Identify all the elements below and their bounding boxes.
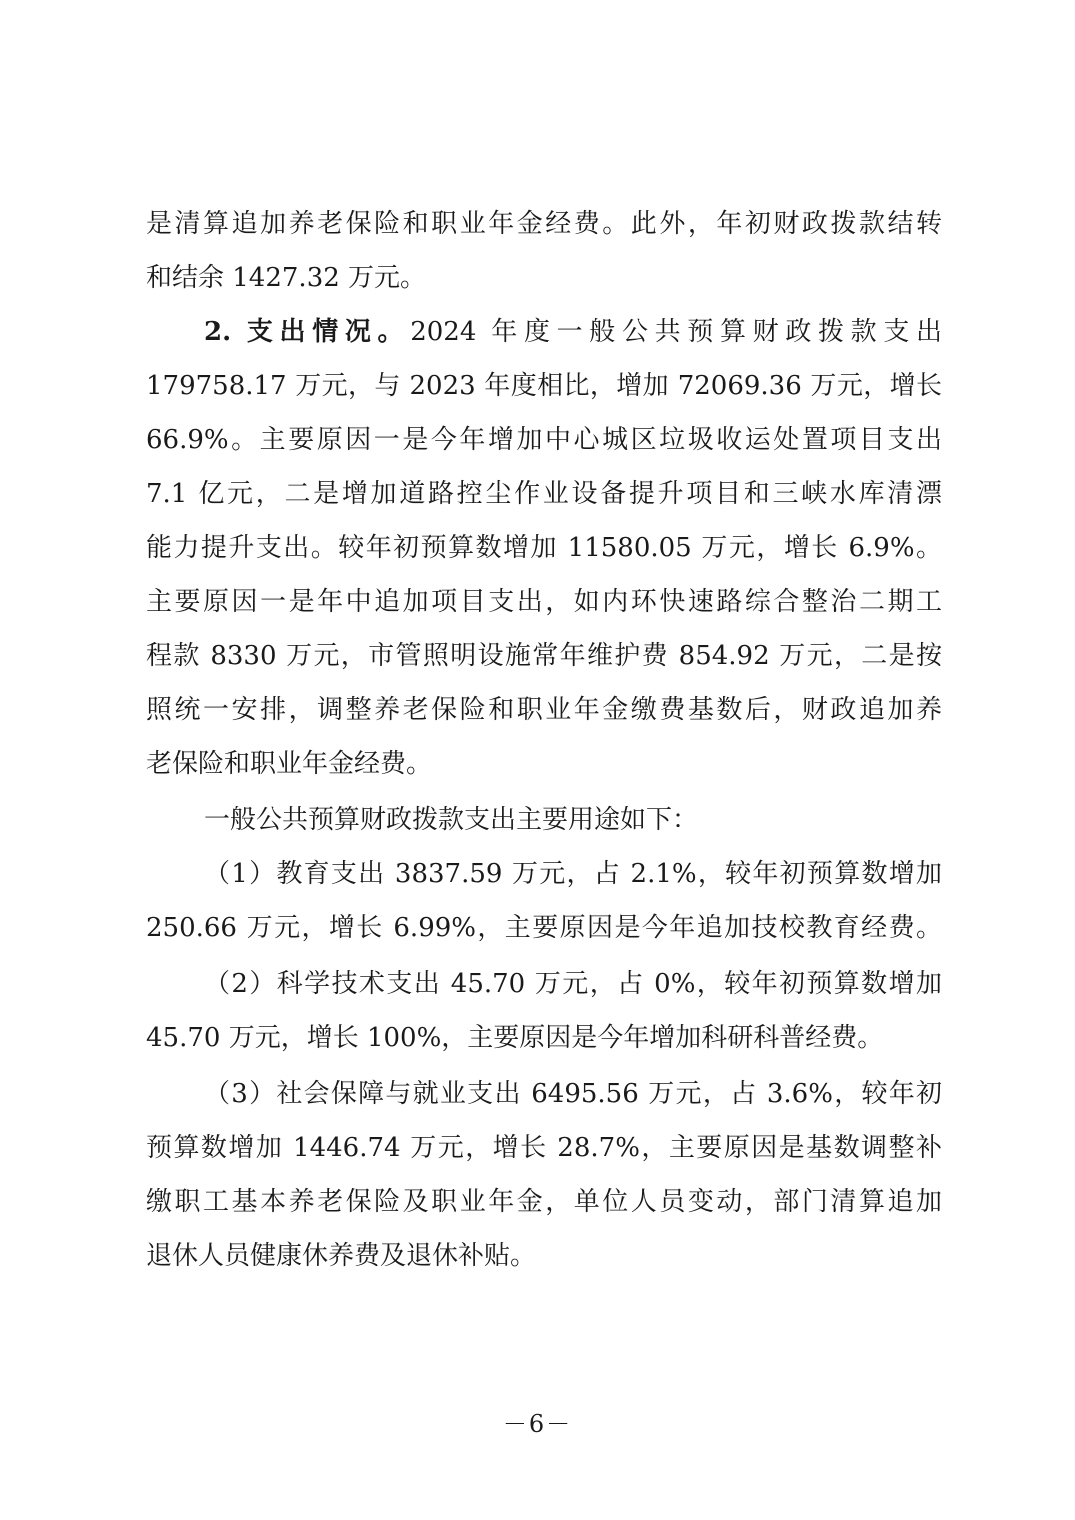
paragraph-4-line-2: 250.66 万元，增长 6.99%，主要原因是今年追加技校教育经费。 bbox=[146, 913, 942, 943]
paragraph-6-line-4: 退休人员健康休养费及退休补贴。 bbox=[146, 1241, 537, 1271]
page-number: －6－ bbox=[502, 1410, 573, 1438]
paragraph-2-line-2: 179758.17 万元，与 2023 年度相比，增加 72069.36 万元，增长 bbox=[146, 371, 942, 401]
paragraph-2-line-5: 能力提升支出。较年初预算数增加 11580.05 万元，增长 6.9%。 bbox=[146, 533, 942, 563]
paragraph-2-line-8: 照统一安排，调整养老保险和职业年金缴费基数后，财政追加养 bbox=[146, 695, 942, 725]
paragraph-2-line-1 bbox=[204, 304, 942, 360]
paragraph-2-line-6: 主要原因一是年中追加项目支出，如内环快速路综合整治二期工 bbox=[146, 587, 942, 617]
paragraph-1-line-1: 是清算追加养老保险和职业年金经费。此外，年初财政拨款结转 bbox=[146, 209, 942, 239]
paragraph-5-line-2: 45.70 万元，增长 100%，主要原因是今年增加科研科普经费。 bbox=[146, 1023, 884, 1053]
paragraph-2-line-1-text: 2024 年度一般公共预算财政拨款支出 bbox=[410, 317, 942, 347]
paragraph-6-line-1: （3）社会保障与就业支出 6495.56 万元，占 3.6%，较年初 bbox=[204, 1079, 942, 1109]
paragraph-4-line-1: （1）教育支出 3837.59 万元，占 2.1%，较年初预算数增加 bbox=[204, 859, 942, 889]
paragraph-2-line-4: 7.1 亿元，二是增加道路控尘作业设备提升项目和三峡水库清漂 bbox=[146, 479, 942, 509]
paragraph-6-line-3: 缴职工基本养老保险及职业年金，单位人员变动，部门清算追加 bbox=[146, 1187, 942, 1217]
paragraph-3-line-1: 一般公共预算财政拨款支出主要用途如下： bbox=[204, 805, 699, 835]
paragraph-2-line-7: 程款 8330 万元，市管照明设施常年维护费 854.92 万元，二是按 bbox=[146, 641, 942, 671]
paragraph-2-line-3: 66.9%。主要原因一是今年增加中心城区垃圾收运处置项目支出 bbox=[146, 425, 942, 455]
paragraph-1-line-2: 和结余 1427.32 万元。 bbox=[146, 263, 427, 293]
paragraph-5-line-1: （2）科学技术支出 45.70 万元，占 0%，较年初预算数增加 bbox=[204, 969, 942, 999]
paragraph-2-line-9: 老保险和职业年金经费。 bbox=[146, 749, 433, 779]
section-heading: 2. 支出情况。 bbox=[204, 317, 411, 347]
paragraph-6-line-2: 预算数增加 1446.74 万元，增长 28.7%，主要原因是基数调整补 bbox=[146, 1133, 942, 1163]
